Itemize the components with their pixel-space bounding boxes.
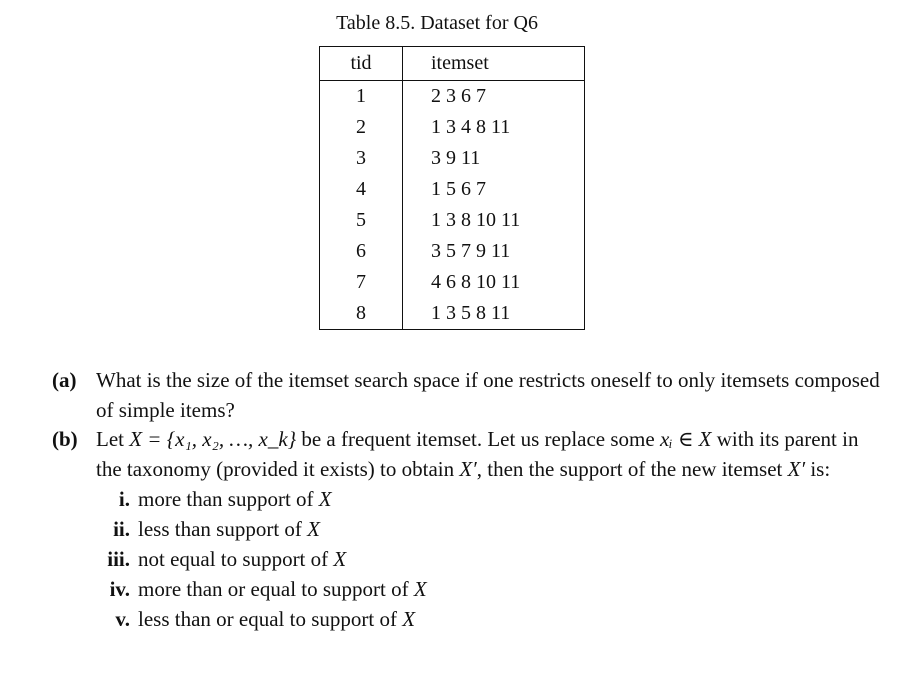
- question-b: [52, 425, 882, 484]
- option-var: X: [318, 487, 332, 511]
- tid-cell: 8: [320, 298, 403, 330]
- questions: [52, 366, 882, 634]
- header-tid: tid: [320, 47, 403, 81]
- table-row: [320, 298, 585, 330]
- table-row: [320, 174, 585, 205]
- itemset-cell: 3 5 7 9 11: [431, 240, 511, 262]
- question-b-text-4: is:: [810, 456, 831, 481]
- tid-cell: 2: [320, 112, 403, 143]
- option-label: i.: [118, 487, 130, 511]
- option-item: [52, 484, 882, 514]
- option-var: X: [402, 607, 416, 631]
- itemset-cell: 1 5 6 7: [431, 178, 486, 200]
- itemset-cell: 1 3 5 8 11: [431, 302, 511, 324]
- option-text: more than support of: [138, 487, 314, 511]
- question-a-label: (a): [52, 368, 77, 392]
- tid-cell: 3: [320, 143, 403, 174]
- table-row: [320, 143, 585, 174]
- x-prime-2: X′: [787, 456, 806, 481]
- caption-label: Table 8.5.: [336, 12, 416, 34]
- table-row: [320, 236, 585, 267]
- options-list: [52, 484, 882, 634]
- itemset-cell: 1 3 8 10 11: [431, 209, 521, 231]
- tid-cell: 5: [320, 205, 403, 236]
- question-a-text: What is the size of the itemset search space if one restricts oneself to only itemsets composed of simple items?: [96, 368, 880, 422]
- option-var: X: [333, 547, 347, 571]
- table-row: [320, 267, 585, 298]
- question-b-text-1: be a frequent itemset. Let us replace some: [301, 427, 655, 451]
- option-text: less than support of: [138, 517, 302, 541]
- option-label: ii.: [113, 517, 130, 541]
- table-row: [320, 81, 585, 113]
- tid-cell: 6: [320, 236, 403, 267]
- option-item: [52, 604, 882, 634]
- itemset-cell: 4 6 8 10 11: [431, 271, 521, 293]
- dataset-table: [319, 46, 585, 330]
- option-label: iv.: [109, 577, 130, 601]
- table-header-row: [320, 47, 585, 81]
- option-item: [52, 544, 882, 574]
- itemset-cell: 2 3 6 7: [431, 85, 486, 107]
- question-a: [52, 366, 882, 425]
- option-text: not equal to support of: [138, 547, 329, 571]
- option-var: X: [413, 577, 427, 601]
- tid-cell: 7: [320, 267, 403, 298]
- question-b-text-3: , then the support of the new itemset: [476, 456, 783, 481]
- table-row: [320, 112, 585, 143]
- header-itemset: itemset: [403, 47, 585, 81]
- table-caption: [0, 12, 904, 35]
- option-item: [52, 574, 882, 604]
- question-b-lead: Let: [96, 427, 124, 451]
- question-b-label: (b): [52, 427, 78, 451]
- option-var: X: [307, 517, 320, 541]
- set-expression: X = {x₁, x₂, …, x_k}: [129, 427, 297, 451]
- option-text: less than or equal to support of: [138, 607, 397, 631]
- tid-cell: 4: [320, 174, 403, 205]
- question-b-text-2: with its parent in the taxonomy (provided it exists) to obtain: [96, 427, 859, 481]
- option-item: [52, 514, 882, 544]
- caption-title: Dataset for Q6: [420, 12, 538, 34]
- table-row: [320, 205, 585, 236]
- tid-cell: 1: [320, 81, 403, 113]
- element-expression: xᵢ ∈ X: [659, 427, 712, 451]
- itemset-cell: 1 3 4 8 11: [431, 116, 511, 138]
- option-text: more than or equal to support of: [138, 577, 409, 601]
- option-label: v.: [115, 607, 130, 631]
- itemset-cell: 3 9 11: [431, 147, 481, 169]
- option-label: iii.: [107, 547, 130, 571]
- x-prime: X′: [459, 456, 477, 481]
